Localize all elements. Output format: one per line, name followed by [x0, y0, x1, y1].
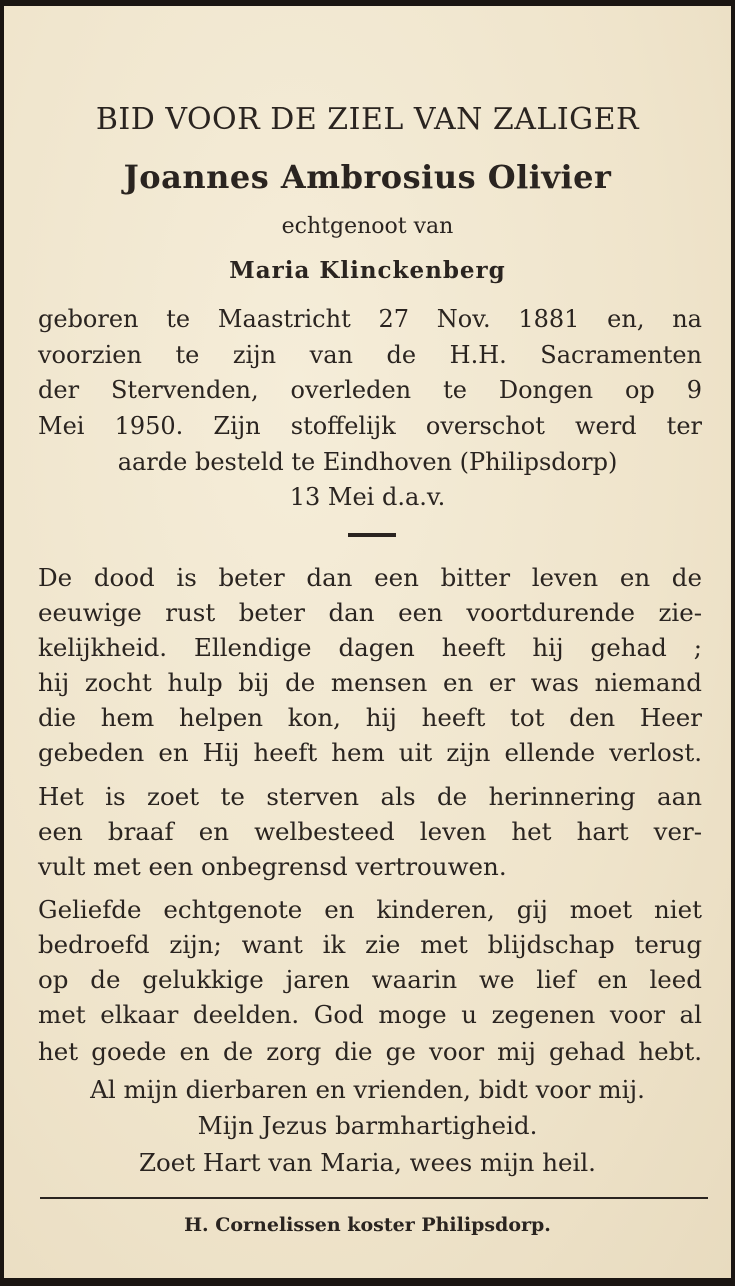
bio-line: voorzien te zijn van de H.H. Sacramenten: [38, 341, 702, 369]
text-line: Al mijn dierbaren en vrienden, bidt voor mij.: [90, 1075, 645, 1104]
deceased-name: Joannes Ambrosius Olivier: [123, 158, 612, 196]
text-line: kelijkheid. Ellendige dagen heeft hij gehad ;: [38, 633, 702, 662]
text-line: vult met een onbegrensd vertrouwen.: [38, 852, 507, 881]
text-line: De dood is beter dan een bitter leven en de: [38, 563, 702, 592]
text-line: het goede en de zorg die ge voor mij gehad hebt.: [38, 1037, 702, 1066]
bio-line: der Stervenden, overleden te Dongen op 9: [38, 376, 702, 404]
text-line: bedroefd zijn; want ik zie met blijdschap terug: [38, 930, 702, 959]
text-line: op de gelukkige jaren waarin we lief en leed: [38, 965, 702, 994]
bio-line: Mei 1950. Zijn stoffelijk overschot werd ter: [38, 412, 702, 440]
bio-line: aarde besteld te Eindhoven (Philipsdorp): [117, 448, 618, 476]
printer-credit: H. Cornelissen koster Philipsdorp.: [184, 1214, 551, 1236]
card-heading: BID VOOR DE ZIEL VAN ZALIGER: [95, 102, 640, 137]
text-line: Mijn Jezus barmhartigheid.: [197, 1111, 538, 1140]
bio-line: 13 Mei d.a.v.: [289, 483, 446, 511]
text-line: met elkaar deelden. God moge u zegenen voor al: [38, 1000, 702, 1029]
spouse-name: Maria Klinckenberg: [229, 257, 506, 284]
memorial-card: [4, 6, 731, 1278]
text-line: gebeden en Hij heeft hem uit zijn ellende verlost.: [38, 738, 702, 767]
text-line: hij zocht hulp bij de mensen en er was niemand: [38, 668, 702, 697]
bio-line: geboren te Maastricht 27 Nov. 1881 en, na: [38, 305, 702, 333]
relation-text: echtgenoot van: [281, 214, 454, 239]
footer-rule: [40, 1197, 708, 1199]
text-line: eeuwige rust beter dan een voortdurende zie-: [38, 598, 702, 627]
text-line: Het is zoet te sterven als de herinnering aan: [38, 782, 702, 811]
text-line: een braaf en welbesteed leven het hart ver-: [38, 817, 702, 846]
separator-dash: [348, 533, 396, 537]
text-line: Zoet Hart van Maria, wees mijn heil.: [139, 1148, 596, 1177]
text-line: Geliefde echtgenote en kinderen, gij moet niet: [38, 895, 702, 924]
text-line: die hem helpen kon, hij heeft tot den Heer: [38, 703, 702, 732]
